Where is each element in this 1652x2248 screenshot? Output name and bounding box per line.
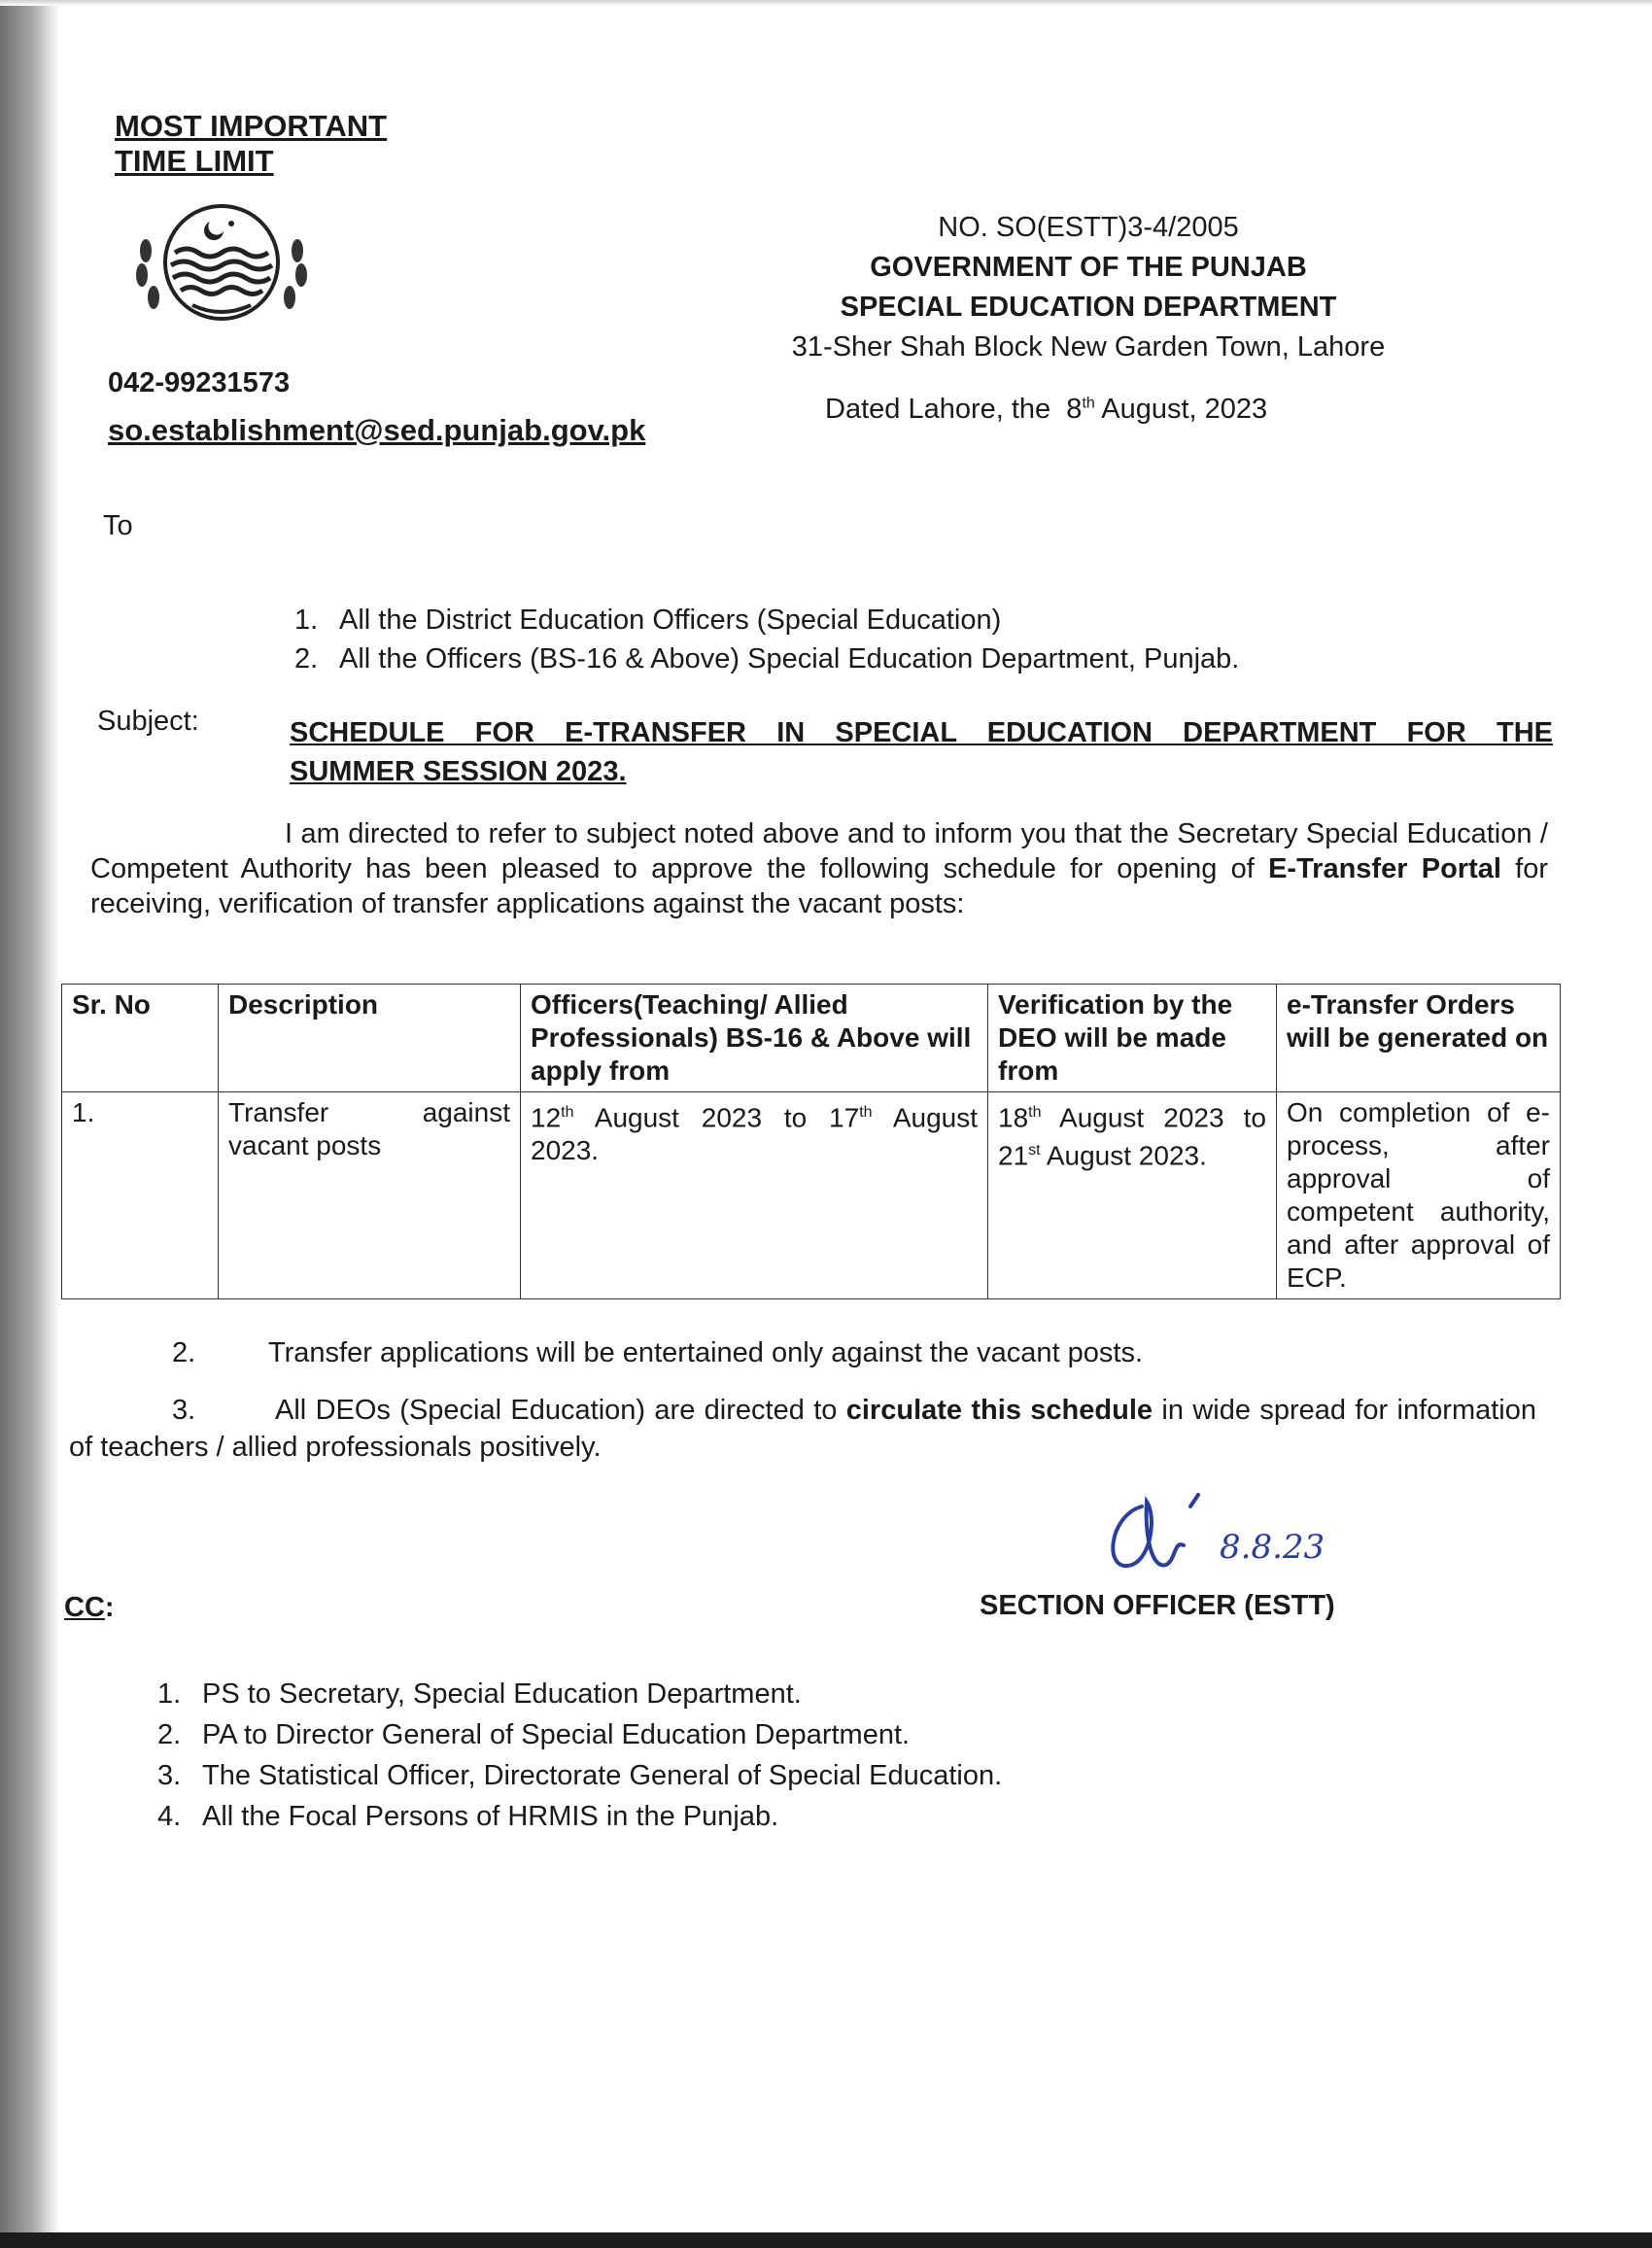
priority-line-2: TIME LIMIT: [115, 144, 274, 178]
scan-edge-bottom: [0, 2232, 1652, 2248]
cc-item: [157, 1755, 1002, 1796]
date-suffix: st: [1028, 1142, 1041, 1159]
email-link[interactable]: so.establishment@sed.punjab.gov.pk: [108, 413, 646, 447]
item-number: 1.: [294, 605, 319, 636]
cc-item: [157, 1674, 1002, 1714]
date-part: 12: [531, 1102, 562, 1133]
recipient-list: [294, 601, 1239, 678]
table-row: [62, 1092, 1561, 1299]
date-suffix: th: [859, 1104, 873, 1121]
cell-orders: On completion of e-process, after approval of competent authority, and after approval of ECP.: [1277, 1092, 1561, 1299]
cc-list: [157, 1674, 1002, 1837]
cc-label: [64, 1592, 115, 1624]
point-bold: circulate this schedule: [845, 1395, 1153, 1426]
signatory-designation: SECTION OFFICER (ESTT): [980, 1590, 1335, 1621]
subject-heading: [290, 713, 1553, 791]
subject-line-1: SCHEDULE FOR E-TRANSFER IN SPECIAL EDUCATION DEPARTMENT FOR THE: [290, 717, 1553, 748]
cell-sr-no: 1.: [62, 1092, 219, 1299]
date-suffix: th: [561, 1104, 574, 1121]
intro-bold: E-Transfer Portal: [1268, 853, 1501, 884]
department-address: 31-Sher Shah Block New Garden Town, Lahore: [791, 331, 1386, 363]
subject-label: Subject:: [97, 706, 199, 737]
phone-number: 042-99231573: [108, 367, 291, 398]
header-verification: Verification by the DEO will be made from: [988, 985, 1277, 1092]
header-apply-from: Officers(Teaching/ Allied Professionals) BS-16 & Above will apply from: [521, 985, 988, 1092]
point-text-end: in wide spread for information of teachers / allied professionals positively.: [69, 1395, 1536, 1463]
item-number: 3.: [157, 1760, 182, 1791]
dated-line: [825, 394, 1267, 426]
point-3: [69, 1392, 1536, 1466]
intro-paragraph: [90, 816, 1548, 921]
cc-colon: :: [104, 1592, 115, 1623]
table-header-row: [62, 985, 1561, 1092]
punjab-government-logo: [124, 192, 319, 338]
point-2: [172, 1337, 1143, 1369]
letter-number: NO. SO(ESTT)3-4/2005: [938, 212, 1239, 243]
department-name: SPECIAL EDUCATION DEPARTMENT: [840, 292, 1337, 323]
priority-label: [115, 109, 387, 179]
letterhead: [739, 208, 1438, 367]
header-description: Description: [219, 985, 521, 1092]
header-sr-no: Sr. No: [62, 985, 219, 1092]
point-text: All DEOs (Special Education) are directed to: [275, 1395, 846, 1426]
scan-edge-top: [0, 0, 1652, 6]
date-part: August 2023.: [531, 1102, 979, 1166]
intro-text-end: for receiving, verification of transfer applications against the vacant posts:: [90, 853, 1549, 919]
schedule-table: [61, 984, 1561, 1299]
item-number: 4.: [157, 1801, 182, 1832]
government-name: GOVERNMENT OF THE PUNJAB: [870, 252, 1307, 283]
item-text: All the District Education Officers (Special Education): [339, 605, 1002, 636]
cc-item: [157, 1796, 1002, 1837]
cell-description: Transfer against vacant posts: [219, 1092, 521, 1299]
cell-verification: [988, 1092, 1277, 1299]
recipient-item: [294, 601, 1239, 640]
item-text: All the Focal Persons of HRMIS in the Punjab.: [202, 1801, 779, 1832]
point-number: 2.: [172, 1337, 196, 1368]
item-text: PS to Secretary, Special Education Department.: [202, 1678, 802, 1710]
date-part: August 2023 to 17: [573, 1102, 860, 1133]
item-text: PA to Director General of Special Education Department.: [202, 1719, 911, 1750]
cell-apply-from: [521, 1092, 988, 1299]
recipient-item: [294, 640, 1239, 678]
item-number: 2.: [294, 643, 319, 674]
to-label: To: [103, 510, 133, 541]
cc-text: CC: [64, 1592, 105, 1623]
item-text: All the Officers (BS-16 & Above) Special Education Department, Punjab.: [339, 643, 1240, 674]
scan-edge-left: [0, 0, 60, 2248]
date-part: 18: [998, 1102, 1029, 1133]
header-orders: e-Transfer Orders will be generated on: [1277, 985, 1561, 1092]
date-part: August 2023.: [1040, 1140, 1207, 1171]
dated-day-suffix: th: [1082, 395, 1095, 412]
signature-date: 8.8.23: [1220, 1528, 1325, 1567]
dated-month-year: August, 2023: [1101, 394, 1268, 425]
intro-text: I am directed to refer to subject noted above and to inform you that the Secretary Special Education / Competent Authority has been pleased to approve the following schedule for opening of: [90, 818, 1548, 884]
subject-line-2: SUMMER SESSION 2023.: [290, 756, 627, 787]
date-part: August 2023 to 21: [998, 1102, 1266, 1171]
item-number: 1.: [157, 1678, 182, 1710]
point-number: 3.: [172, 1395, 196, 1426]
cc-item: [157, 1714, 1002, 1755]
dated-day: 8: [1066, 394, 1083, 425]
date-suffix: th: [1028, 1104, 1042, 1121]
point-text: Transfer applications will be entertained only against the vacant posts.: [268, 1337, 1144, 1368]
item-number: 2.: [157, 1719, 182, 1750]
priority-line-1: MOST IMPORTANT: [115, 109, 388, 143]
dated-prefix: Dated Lahore, the: [825, 394, 1051, 425]
item-text: The Statistical Officer, Directorate General of Special Education.: [202, 1760, 1003, 1791]
signature: [1098, 1487, 1215, 1584]
